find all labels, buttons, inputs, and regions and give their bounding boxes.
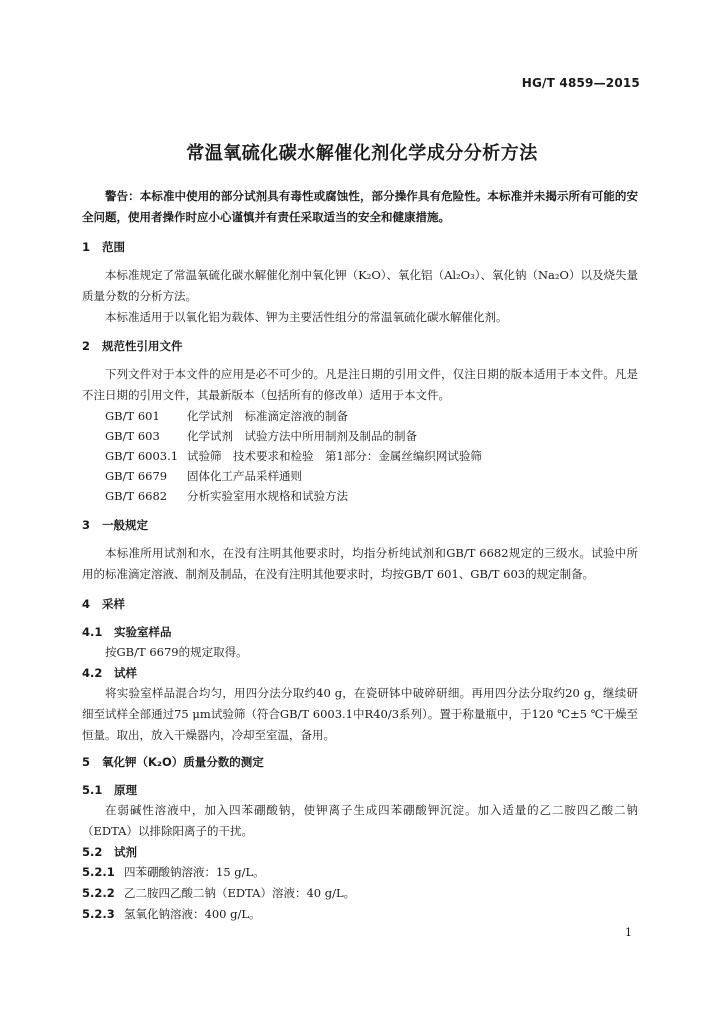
item-text: 氢氧化钠溶液：400 g/L。 [124,907,261,921]
section-title: 试剂 [114,845,137,859]
section-title: 规范性引用文件 [102,339,183,353]
reference-code: GB/T 6003.1 [105,449,179,463]
reference-title: 固体化工产品采样通则 [187,469,302,483]
scope-paragraph-2: 本标准适用于以氧化铝为载体、钾为主要活性组分的常温氧硫化碳水解催化剂。 [105,310,508,324]
section-title: 实验室样品 [114,625,172,639]
section-number: 5 [82,755,91,769]
section-5-1-heading [82,780,638,800]
reference-code: GB/T 6679 [105,469,168,483]
section-1-heading [82,237,638,257]
section-number: 5.2 [82,845,103,859]
page-number: 1 [625,926,632,939]
item-number: 5.2.3 [82,907,115,921]
reagent-item [82,862,638,883]
reference-title: 分析实验室用水规格和试验方法 [187,489,348,503]
section-5-heading [82,752,638,772]
document-body [82,186,638,925]
reference-code: GB/T 603 [105,429,160,443]
section-number: 5.1 [82,783,103,797]
reagent-item [82,904,638,925]
scope-paragraph-1: 本标准规定了常温氧硫化碳水解催化剂中氧化钾（K₂O）、氧化铝（Al₂O₃）、氧化钠（Na₂O）以及烧失量质量分数的分析方法。 [82,268,638,303]
section-title: 试样 [114,666,137,680]
reference-title: 化学试剂 标准滴定溶液的制备 [187,409,348,423]
reference-code: GB/T 6682 [105,489,168,503]
item-text: 乙二胺四乙酸二钠（EDTA）溶液：40 g/L。 [124,886,356,900]
section-title: 一般规定 [102,518,148,532]
reference-item [82,486,638,506]
lab-sample-paragraph: 按GB/T 6679的规定取得。 [105,645,248,659]
standard-number: HG/T 4859—2015 [521,76,640,90]
section-3-heading [82,515,638,535]
reference-item [82,406,638,426]
reference-item [82,426,638,446]
item-number: 5.2.1 [82,865,115,879]
general-provisions-paragraph: 本标准所用试剂和水，在没有注明其他要求时，均指分析纯试剂和GB/T 6682规定的三级水。试验中所用的标准滴定溶液、制剂及制品，在没有注明其他要求时，均按GB/T 601、GB/T 603的规定制备。 [82,546,638,581]
section-number: 2 [82,339,91,353]
reference-title: 试验筛 技术要求和检验 第1部分：金属丝编织网试验筛 [187,449,482,463]
section-4-heading [82,594,638,614]
section-title: 采样 [102,597,125,611]
reference-item [82,466,638,486]
section-title: 氧化钾（K₂O）质量分数的测定 [102,755,264,769]
section-number: 4 [82,597,91,611]
section-number: 1 [82,240,91,254]
section-title: 原理 [114,783,137,797]
section-4-2-heading [82,663,638,683]
principle-paragraph: 在弱碱性溶液中，加入四苯硼酸钠，使钾离子生成四苯硼酸钾沉淀。加入适量的乙二胺四乙酸二钠（EDTA）以排除阳离子的干扰。 [82,803,638,838]
reference-title: 化学试剂 试验方法中所用制剂及制品的制备 [187,429,417,443]
warning-paragraph: 警告：本标准中使用的部分试剂具有毒性或腐蚀性，部分操作具有危险性。本标准并未揭示所有可能的安全问题，使用者操作时应小心谨慎并有责任采取适当的安全和健康措施。 [82,189,638,224]
reagent-item [82,883,638,904]
item-number: 5.2.2 [82,886,115,900]
section-title: 范围 [102,240,125,254]
test-sample-paragraph: 将实验室样品混合均匀，用四分法分取约40 g，在瓷研钵中破碎研细。再用四分法分取约20 g，继续研细至试样全部通过75 μm试验筛（符合GB/T 6003.1中R40/3系列）。置于称量瓶中，于120 ℃±5 ℃干燥至恒量。取出，放入干燥器内，冷却至室温，备用。 [82,686,638,742]
section-5-2-heading [82,842,638,862]
section-4-1-heading [82,622,638,642]
item-text: 四苯硼酸钠溶液：15 g/L。 [124,865,265,879]
reference-code: GB/T 601 [105,409,160,423]
section-number: 4.1 [82,625,103,639]
section-number: 3 [82,518,91,532]
document-title: 常温氧硫化碳水解催化剂化学成分分析方法 [186,143,538,164]
reference-item [82,446,638,466]
section-number: 4.2 [82,666,103,680]
section-2-heading [82,336,638,356]
references-intro: 下列文件对于本文件的应用是必不可少的。凡是注日期的引用文件，仅注日期的版本适用于本文件。凡是不注日期的引用文件，其最新版本（包括所有的修改单）适用于本文件。 [82,367,638,402]
